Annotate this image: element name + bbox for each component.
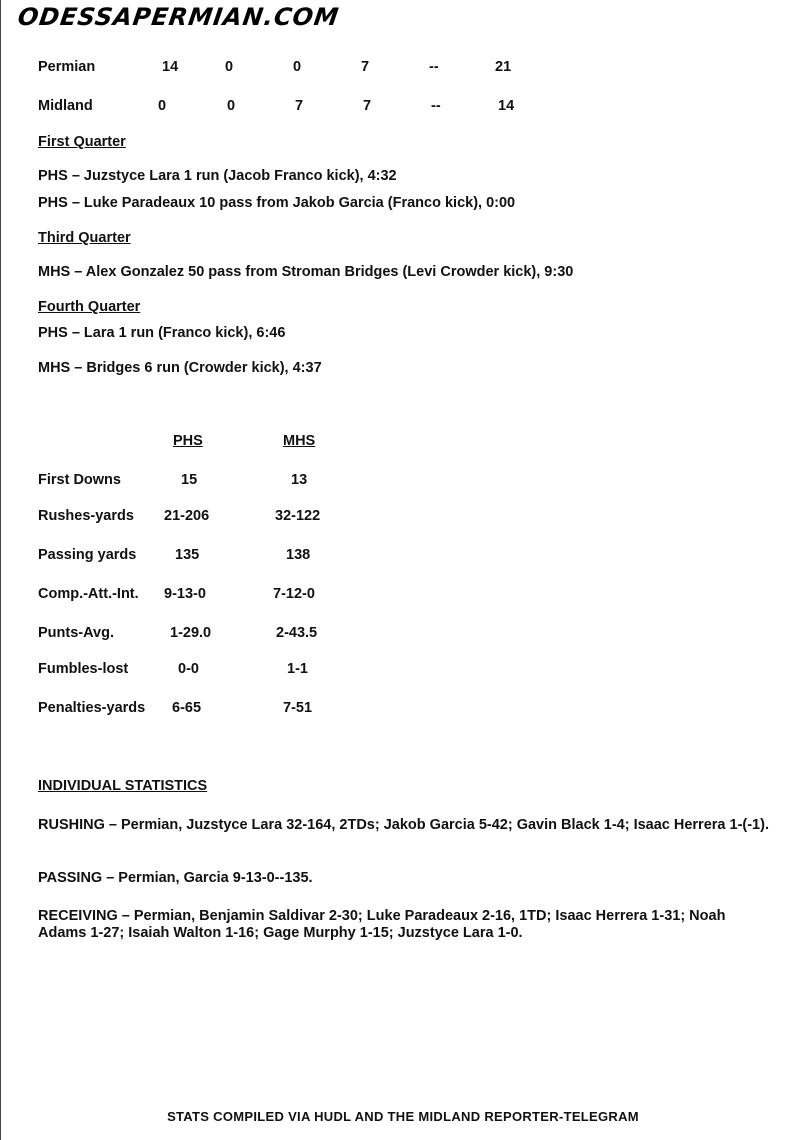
stat-label: Fumbles-lost [38,661,129,677]
fourth-quarter-heading: Fourth Quarter [38,299,141,315]
stat-phs: 1-29.0 [170,625,212,641]
score-q4: 7 [361,59,370,75]
stat-label: Passing yards [38,547,137,563]
page-border [0,0,1,1140]
score-total: 21 [495,59,512,75]
footer-credit: STATS COMPILED VIA HUDL AND THE MIDLAND REPORTER-TELEGRAM [167,1109,639,1124]
stat-mhs: 1-1 [287,661,308,677]
score-q3: 7 [295,98,304,114]
score-q1: 0 [158,98,167,114]
stat-phs: 135 [175,547,200,563]
stat-label: Penalties-yards [38,700,146,716]
stat-phs: 0-0 [178,661,199,677]
scoring-play: PHS – Juzstyce Lara 1 run (Jacob Franco kick), 4:32 [38,168,397,184]
score-sep: -- [429,59,439,75]
receiving-stats: RECEIVING – Permian, Benjamin Saldivar 2-30; Luke Paradeaux 2-16, 1TD; Isaac Herrera 1-31; Noah Adams 1-27; Isaiah Walton 1-16; Gage Murphy 1-15; Juzstyce Lara 1-0. [38,908,726,941]
stat-label: First Downs [38,472,121,488]
stat-mhs: 138 [286,547,311,563]
third-quarter-heading: Third Quarter [38,230,131,246]
team-name: Permian [38,59,96,75]
stat-phs: 21-206 [164,508,210,524]
stat-label: Rushes-yards [38,508,134,524]
stat-phs: 6-65 [172,700,202,716]
score-q2: 0 [225,59,234,75]
stat-mhs: 2-43.5 [276,625,318,641]
stat-label: Punts-Avg. [38,625,114,641]
rushing-stats: RUSHING – Permian, Juzstyce Lara 32-164, 2TDs; Jakob Garcia 5-42; Gavin Black 1-4; Isaac Herrera 1-(-1). [38,817,769,833]
score-q1: 14 [162,59,179,75]
stat-mhs: 7-12-0 [273,586,315,602]
column-header-phs: PHS [173,433,203,449]
scoring-play: MHS – Alex Gonzalez 50 pass from Stroman Bridges (Levi Crowder kick), 9:30 [38,264,574,280]
scoring-play: MHS – Bridges 6 run (Crowder kick), 4:37 [38,360,322,376]
stat-label: Comp.-Att.-Int. [38,586,139,602]
scoring-play: PHS – Lara 1 run (Franco kick), 6:46 [38,325,286,341]
score-q4: 7 [363,98,372,114]
team-name: Midland [38,98,93,114]
individual-stats-heading: INDIVIDUAL STATISTICS [38,778,208,794]
stat-phs: 9-13-0 [164,586,206,602]
score-q2: 0 [227,98,236,114]
score-total: 14 [498,98,515,114]
score-q3: 0 [293,59,302,75]
stat-mhs: 7-51 [283,700,313,716]
scoring-play: PHS – Luke Paradeaux 10 pass from Jakob Garcia (Franco kick), 0:00 [38,195,516,211]
stat-phs: 15 [181,472,198,488]
passing-stats: PASSING – Permian, Garcia 9-13-0--135. [38,870,313,886]
stat-mhs: 13 [291,472,308,488]
score-sep: -- [431,98,441,114]
column-header-mhs: MHS [283,433,316,449]
first-quarter-heading: First Quarter [38,134,126,150]
site-logo: ODESSAPERMIAN.COM [16,3,341,31]
stat-mhs: 32-122 [275,508,321,524]
